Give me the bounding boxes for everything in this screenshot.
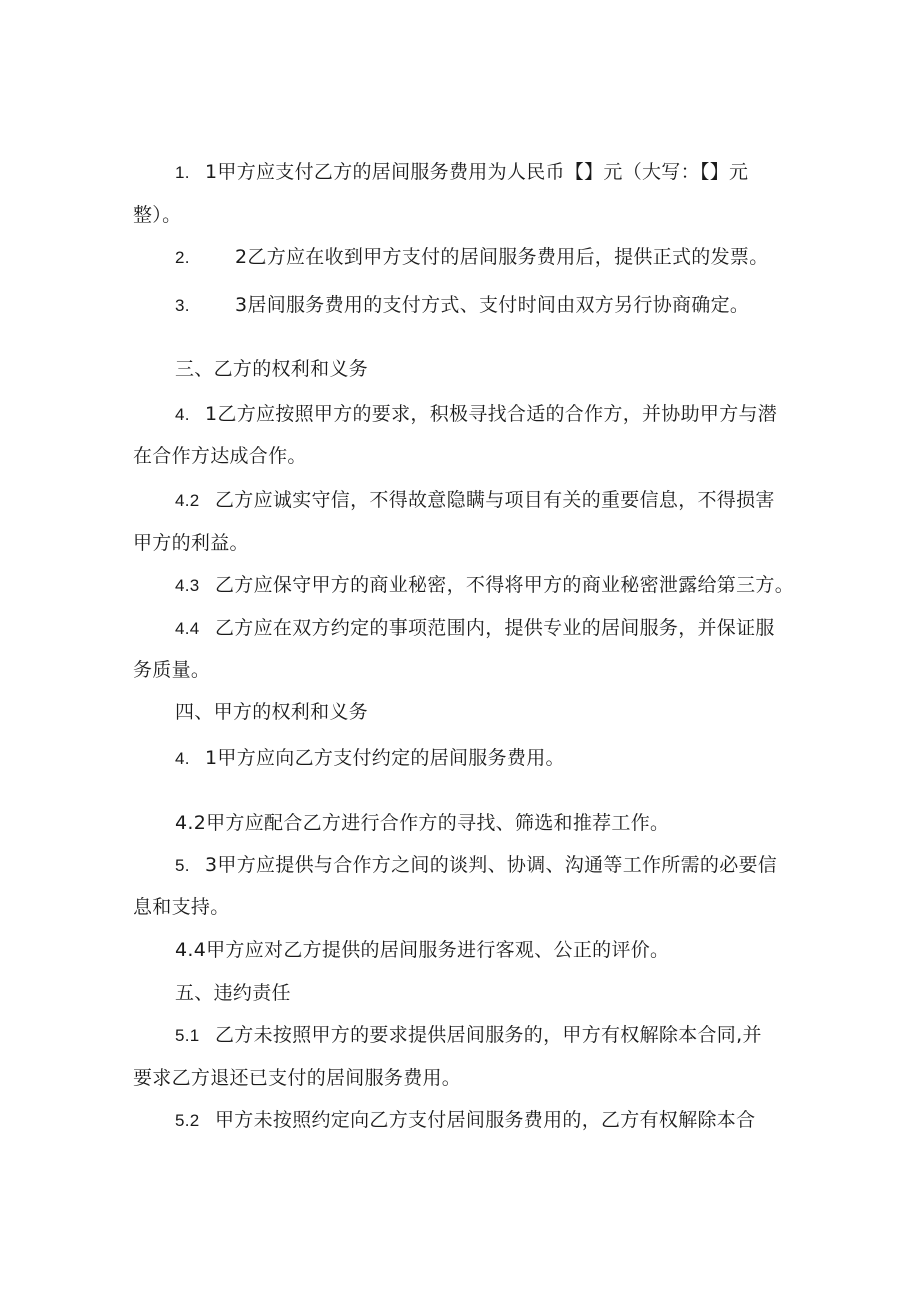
clause-number: 4. [175,749,190,768]
clause-4-1-line1 [175,402,777,427]
clause-5-4 [175,938,669,962]
clause-5-3-line2 [133,895,230,919]
clause-text: 3甲方应提供与合作方之间的谈判、协调、沟通等工作所需的必要信 [205,854,778,876]
clause-4-4-line2 [133,658,210,682]
clause-6-1-line1 [175,1023,762,1048]
clause-number: 5.1 [175,1026,200,1045]
clause-3-2 [175,245,769,270]
clause-number: 5.2 [175,1111,200,1130]
clause-3-1-line2 [133,203,181,227]
clause-text: 甲方的利益。 [133,532,249,554]
clause-number: 4.2 [175,491,200,510]
clause-number: 2. [175,248,190,267]
section-title: 五、违约责任 [175,982,291,1004]
clause-text: 要求乙方退还已支付的居间服务费用。 [133,1067,462,1089]
clause-4-3 [175,573,794,598]
clause-5-1 [175,746,565,771]
section-heading-3 [175,357,368,381]
clause-3-1-line1 [175,160,748,185]
clause-text: 1乙方应按照甲方的要求，积极寻找合适的合作方，并协助甲方与潜 [205,403,778,425]
clause-4-2-line2 [133,531,249,555]
clause-text: 4.4甲方应对乙方提供的居间服务进行客观、公正的评价。 [175,939,670,961]
clause-text: 乙方应保守甲方的商业秘密，不得将甲方的商业秘密泄露给第三方。 [215,574,795,596]
clause-text: 务质量。 [133,659,211,681]
clause-text: 整）。 [133,204,182,226]
clause-text: 3居间服务费用的支付方式、支付时间由双方另行协商确定。 [235,294,750,316]
clause-text: 在合作方达成合作。 [133,445,307,467]
clause-text: 息和支持。 [133,896,230,918]
clause-3-3 [175,293,749,318]
clause-number: 4. [175,405,190,424]
clause-number: 5. [175,856,190,875]
clause-4-1-line2 [133,444,307,468]
section-title: 三、乙方的权利和义务 [175,358,369,380]
clause-number: 1. [175,163,190,182]
clause-text: 1甲方应向乙方支付约定的居间服务费用。 [205,747,565,769]
section-heading-4 [175,700,368,724]
clause-6-1-line2 [133,1066,461,1090]
clause-text: 2乙方应在收到甲方支付的居间服务费用后，提供正式的发票。 [235,246,769,268]
clause-text: 1甲方应支付乙方的居间服务费用为人民币【】元（大写：【】元 [205,161,749,183]
section-title: 四、甲方的权利和义务 [175,701,369,723]
clause-text: 乙方未按照甲方的要求提供居间服务的，甲方有权解除本合同,并 [215,1024,762,1046]
clause-4-4-line1 [175,616,775,641]
clause-text: 4.2甲方应配合乙方进行合作方的寻找、筛选和推荐工作。 [175,812,670,834]
section-heading-5 [175,981,291,1005]
clause-number: 4.4 [175,619,200,638]
clause-6-2-line1 [175,1108,755,1133]
clause-text: 乙方应诚实守信，不得故意隐瞒与项目有关的重要信息，不得损害 [215,489,775,511]
clause-5-2 [175,811,669,835]
clause-5-3-line1 [175,853,777,878]
clause-number: 3. [175,296,190,315]
clause-4-2-line1 [175,488,775,513]
clause-text: 甲方未按照约定向乙方支付居间服务费用的，乙方有权解除本合 [215,1109,756,1131]
clause-number: 4.3 [175,576,200,595]
clause-text: 乙方应在双方约定的事项范围内，提供专业的居间服务，并保证服 [215,617,775,639]
